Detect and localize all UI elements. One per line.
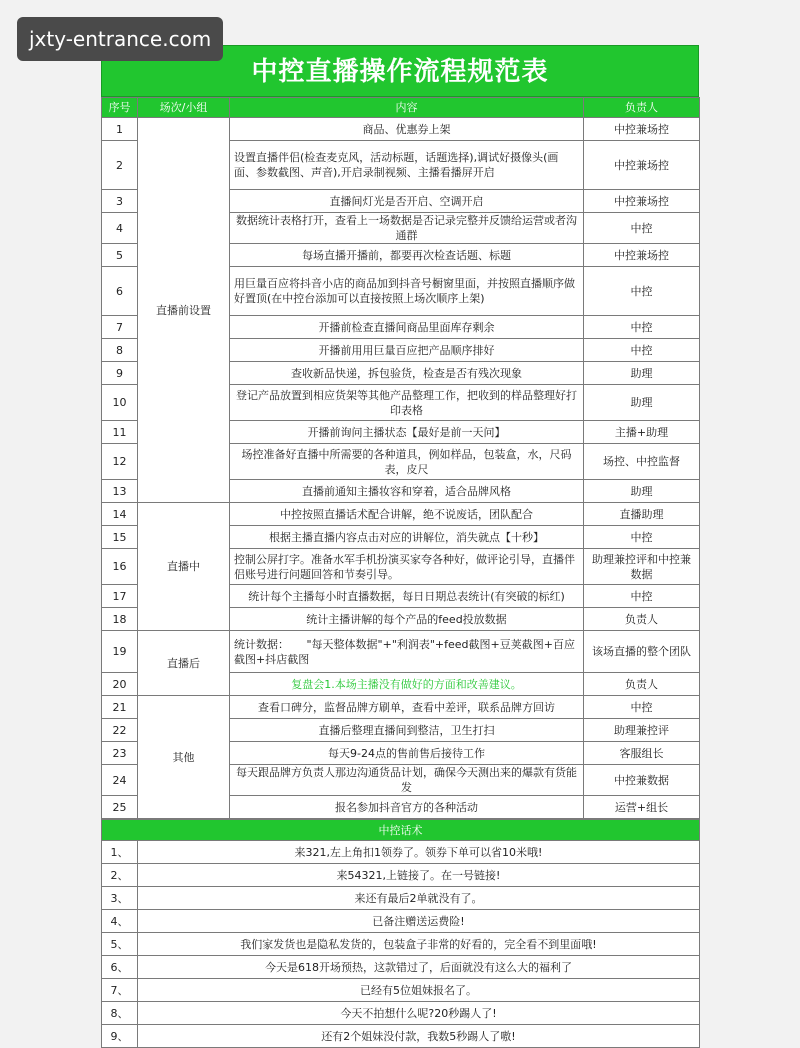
row-no: 11: [102, 421, 138, 444]
row-no: 21: [102, 696, 138, 719]
row-no: 12: [102, 444, 138, 480]
script-no: 3、: [102, 887, 138, 910]
row-no: 5: [102, 244, 138, 267]
row-no: 14: [102, 503, 138, 526]
row-content: 直播前通知主播妆容和穿着，适合品牌风格: [230, 480, 584, 503]
row-content: 统计每个主播每小时直播数据，每日日期总表统计(有突破的标红): [230, 585, 584, 608]
script-text: 来还有最后2单就没有了。: [138, 887, 700, 910]
row-no: 2: [102, 141, 138, 190]
spreadsheet: [101, 45, 699, 1048]
section-title: 中控话术: [102, 820, 700, 841]
row-no: 24: [102, 765, 138, 796]
script-text: 今天是618开场预热，这款错过了，后面就没有这么大的福利了: [138, 956, 700, 979]
row-owner: 中控: [584, 585, 700, 608]
script-no: 9、: [102, 1025, 138, 1048]
script-text: 已经有5位姐妹报名了。: [138, 979, 700, 1002]
row-content: 查看口碑分，监督品牌方刷单，查看中差评，联系品牌方回访: [230, 696, 584, 719]
script-row: [102, 841, 700, 864]
script-text: 已备注赠送运费险!: [138, 910, 700, 933]
row-content: 查收新品快递，拆包验货，检查是否有残次现象: [230, 362, 584, 385]
script-text: 我们家发货也是隐私发货的，包装盒子非常的好看的，完全看不到里面哦!: [138, 933, 700, 956]
row-owner: 中控: [584, 316, 700, 339]
row-owner: 中控: [584, 696, 700, 719]
row-no: 6: [102, 267, 138, 316]
header-content: 内容: [230, 98, 584, 118]
row-no: 3: [102, 190, 138, 213]
script-row: [102, 979, 700, 1002]
row-no: 13: [102, 480, 138, 503]
row-no: 1: [102, 118, 138, 141]
row-content: 报名参加抖音官方的各种活动: [230, 796, 584, 819]
row-content: 控制公屏打字。准备水军手机扮演买家夸各种好，做评论引导，直播伴侣账号进行问题回答和节奏引导。: [230, 549, 584, 585]
watermark: jxty-entrance.com: [17, 17, 223, 61]
row-content: 登记产品放置到相应货架等其他产品整理工作，把收到的样品整理好打印表格: [230, 385, 584, 421]
row-owner: 主播+助理: [584, 421, 700, 444]
row-content: 根据主播直播内容点击对应的讲解位，消失就点【十秒】: [230, 526, 584, 549]
row-content: 开播前用用巨量百应把产品顺序排好: [230, 339, 584, 362]
script-text: 来321,左上角扣1领券了。领券下单可以省10米哦!: [138, 841, 700, 864]
row-content: 每天跟品牌方负责人那边沟通货品计划，确保今天测出来的爆款有货能发: [230, 765, 584, 796]
group-other: 其他: [138, 696, 230, 819]
header-group: 场次/小组: [138, 98, 230, 118]
row-owner: 助理: [584, 480, 700, 503]
row-owner: 中控: [584, 213, 700, 244]
row-owner: 助理: [584, 362, 700, 385]
row-no: 20: [102, 673, 138, 696]
row-no: 4: [102, 213, 138, 244]
header-row: [102, 98, 700, 118]
row-owner: 中控: [584, 339, 700, 362]
row-content: 统计主播讲解的每个产品的feed投放数据: [230, 608, 584, 631]
script-row: [102, 956, 700, 979]
row-no: 15: [102, 526, 138, 549]
row-content: 中控按照直播话术配合讲解，绝不说废话，团队配合: [230, 503, 584, 526]
row-owner: 助理: [584, 385, 700, 421]
row-content: 直播后整理直播间到整洁，卫生打扫: [230, 719, 584, 742]
table-row: [102, 696, 700, 719]
section-header: [102, 820, 700, 841]
process-table: [101, 97, 700, 819]
row-owner: 中控兼场控: [584, 141, 700, 190]
row-content: 统计数据： "每天整体数据"+"利润表"+feed截图+豆荚截图+百应截图+抖店截图: [230, 631, 584, 673]
row-owner: 助理兼控评和中控兼数据: [584, 549, 700, 585]
row-no: 17: [102, 585, 138, 608]
row-owner: 中控兼数据: [584, 765, 700, 796]
script-no: 8、: [102, 1002, 138, 1025]
row-owner: 中控: [584, 267, 700, 316]
row-content: 每天9-24点的售前售后接待工作: [230, 742, 584, 765]
script-no: 6、: [102, 956, 138, 979]
script-no: 4、: [102, 910, 138, 933]
row-content: 每场直播开播前，都要再次检查话题、标题: [230, 244, 584, 267]
page-title: 中控直播操作流程规范表: [101, 45, 699, 97]
table-row: [102, 503, 700, 526]
row-owner: 中控兼场控: [584, 118, 700, 141]
script-no: 7、: [102, 979, 138, 1002]
table-row: [102, 118, 700, 141]
row-owner: 中控兼场控: [584, 244, 700, 267]
row-no: 9: [102, 362, 138, 385]
row-content: 设置直播伴侣(检查麦克风，活动标题，话题选择),调试好摄像头(画面、参数截图、声音),开启录制视频、主播看播屏开启: [230, 141, 584, 190]
row-no: 19: [102, 631, 138, 673]
script-text: 来54321,上链接了。在一号链接!: [138, 864, 700, 887]
row-owner: 场控、中控监督: [584, 444, 700, 480]
group-after: 直播后: [138, 631, 230, 696]
script-no: 2、: [102, 864, 138, 887]
script-row: [102, 910, 700, 933]
row-no: 10: [102, 385, 138, 421]
script-row: [102, 1002, 700, 1025]
script-row: [102, 1025, 700, 1048]
row-owner: 负责人: [584, 673, 700, 696]
group-pre: 直播前设置: [138, 118, 230, 503]
row-content: 商品、优惠券上架: [230, 118, 584, 141]
row-owner: 直播助理: [584, 503, 700, 526]
row-content: 开播前询问主播状态【最好是前一天问】: [230, 421, 584, 444]
row-content: 场控准备好直播中所需要的各种道具，例如样品，包装盒，水，尺码表，皮尺: [230, 444, 584, 480]
row-no: 16: [102, 549, 138, 585]
row-no: 7: [102, 316, 138, 339]
row-content: 数据统计表格打开，查看上一场数据是否记录完整并反馈给运营或者沟通群: [230, 213, 584, 244]
header-owner: 负责人: [584, 98, 700, 118]
row-no: 23: [102, 742, 138, 765]
row-no: 22: [102, 719, 138, 742]
script-no: 5、: [102, 933, 138, 956]
script-text: 今天不拍想什么呢?20秒踢人了!: [138, 1002, 700, 1025]
script-row: [102, 933, 700, 956]
script-no: 1、: [102, 841, 138, 864]
row-content: 直播间灯光是否开启、空调开启: [230, 190, 584, 213]
table-row: [102, 631, 700, 673]
row-owner: 运营+组长: [584, 796, 700, 819]
script-text: 还有2个姐妹没付款，我数5秒踢人了嗷!: [138, 1025, 700, 1048]
script-row: [102, 887, 700, 910]
row-owner: 负责人: [584, 608, 700, 631]
script-table: [101, 819, 700, 1048]
row-owner: 该场直播的整个团队: [584, 631, 700, 673]
row-content: 复盘会1.本场主播没有做好的方面和改善建议。: [230, 673, 584, 696]
row-owner: 中控兼场控: [584, 190, 700, 213]
row-owner: 中控: [584, 526, 700, 549]
row-content: 用巨量百应将抖音小店的商品加到抖音号橱窗里面，并按照直播顺序做好置顶(在中控台添加可以直接按照上场次顺序上架): [230, 267, 584, 316]
script-row: [102, 864, 700, 887]
row-content: 开播前检查直播间商品里面库存剩余: [230, 316, 584, 339]
row-no: 8: [102, 339, 138, 362]
header-no: 序号: [102, 98, 138, 118]
row-owner: 客服组长: [584, 742, 700, 765]
row-owner: 助理兼控评: [584, 719, 700, 742]
row-no: 18: [102, 608, 138, 631]
row-no: 25: [102, 796, 138, 819]
group-during: 直播中: [138, 503, 230, 631]
